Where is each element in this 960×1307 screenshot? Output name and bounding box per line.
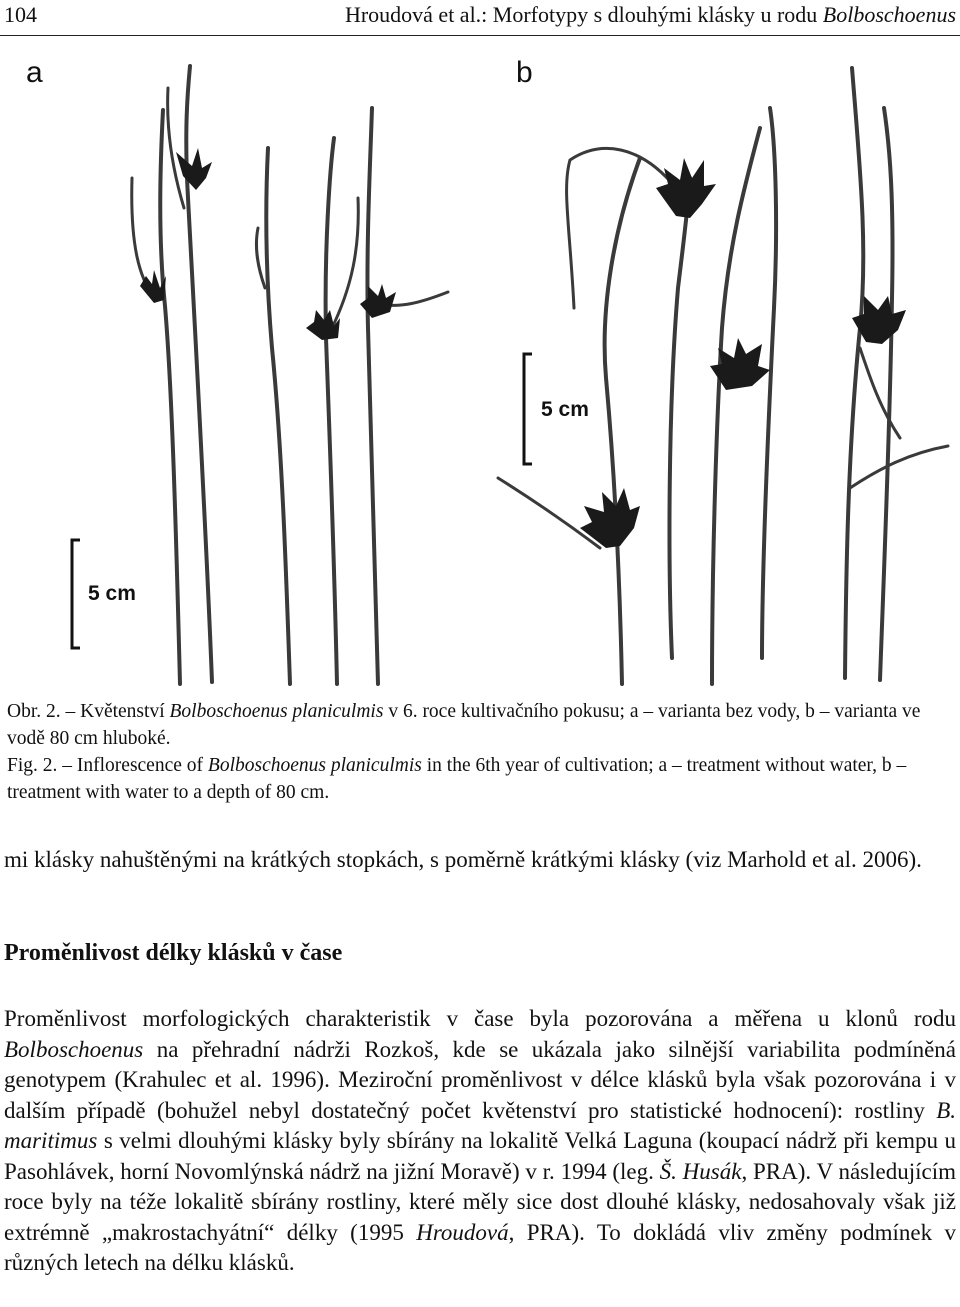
panel-label-a: a	[26, 56, 43, 89]
caption-en-text-1: Fig. 2. – Inflorescence of	[7, 755, 208, 776]
paragraph-text-2: na přehradní nádrži Rozkoš, kde se ukázala jako silnější variabilita podmíněná genotypem (Krahulec et al. 1996). Meziroční proměnlivost v délce klásků byla však pozorována i v dalším případě (bohužel nebyl dostatečný počet květenství pro statistické hodnocení): rostliny	[4, 1036, 956, 1123]
header-rule	[0, 35, 960, 36]
scale-label-b: 5 cm	[541, 398, 589, 421]
caption-cz-text-2: v 6. roce kultivačního pokusu; a – varianta bez vody, b – varianta ve vodě 80 cm hluboké.	[7, 701, 921, 749]
species-b-maritimus: B. maritimus	[4, 1097, 956, 1153]
paragraph-text-5: , PRA). To dokládá vliv změny podmínek v různých letech na délku klásků.	[4, 1219, 957, 1275]
running-title	[345, 2, 956, 28]
paragraph-text-1: Proměnlivost morfologických charakteristik v čase byla pozorována a měřena u klonů rodu	[4, 1006, 956, 1031]
collector-husak: Š. Husák	[659, 1158, 742, 1184]
paragraph-text-3: s velmi dlouhými klásky byly sbírány na lokalitě Velká Laguna (koupací nádrž při kempu u Pasohlávek, horní Novomlýnská nádrž na jižní Moravě) v r. 1994 (leg.	[4, 1128, 956, 1184]
figure-2	[0, 48, 960, 688]
section-heading: Proměnlivost délky klásků v čase	[4, 940, 343, 966]
paragraph-main	[4, 1004, 956, 1279]
figure-photo	[0, 48, 960, 688]
page-number: 104	[4, 2, 37, 27]
caption-en-text-2: in the 6th year of cultivation; a – treatment without water, b – treatment with water to a depth of 80 cm.	[7, 755, 907, 803]
page-header	[0, 0, 960, 36]
caption-cz-text-1: Obr. 2. – Květenství	[7, 701, 170, 722]
panel-label-b: b	[516, 56, 533, 89]
caption-en-species: Bolboschoenus planiculmis	[207, 755, 422, 776]
running-title-genus: Bolboschoenus	[822, 2, 956, 27]
collector-hroudova: Hroudová	[416, 1219, 509, 1245]
running-title-text: Hroudová et al.: Morfotypy s dlouhými klásky u rodu	[344, 2, 823, 27]
caption-english	[7, 752, 955, 806]
caption-cz-species: Bolboschoenus planiculmis	[169, 701, 384, 722]
scale-label-a: 5 cm	[88, 582, 136, 605]
paragraph-continuation: mi klásky nahuštěnými na krátkých stopkách, s poměrně krátkými klásky (viz Marhold et al. 2006).	[4, 847, 922, 872]
genus-bolboschoenus: Bolboschoenus	[4, 1036, 144, 1062]
caption-czech	[7, 698, 955, 752]
paragraph-text-4: , PRA). V následujícím roce byly na téže lokalitě sbírány rostliny, které měly sice dost dlouhé klásky, nedosahovaly však již extrémně „makrostachyátní“ délky (1995	[4, 1158, 956, 1245]
